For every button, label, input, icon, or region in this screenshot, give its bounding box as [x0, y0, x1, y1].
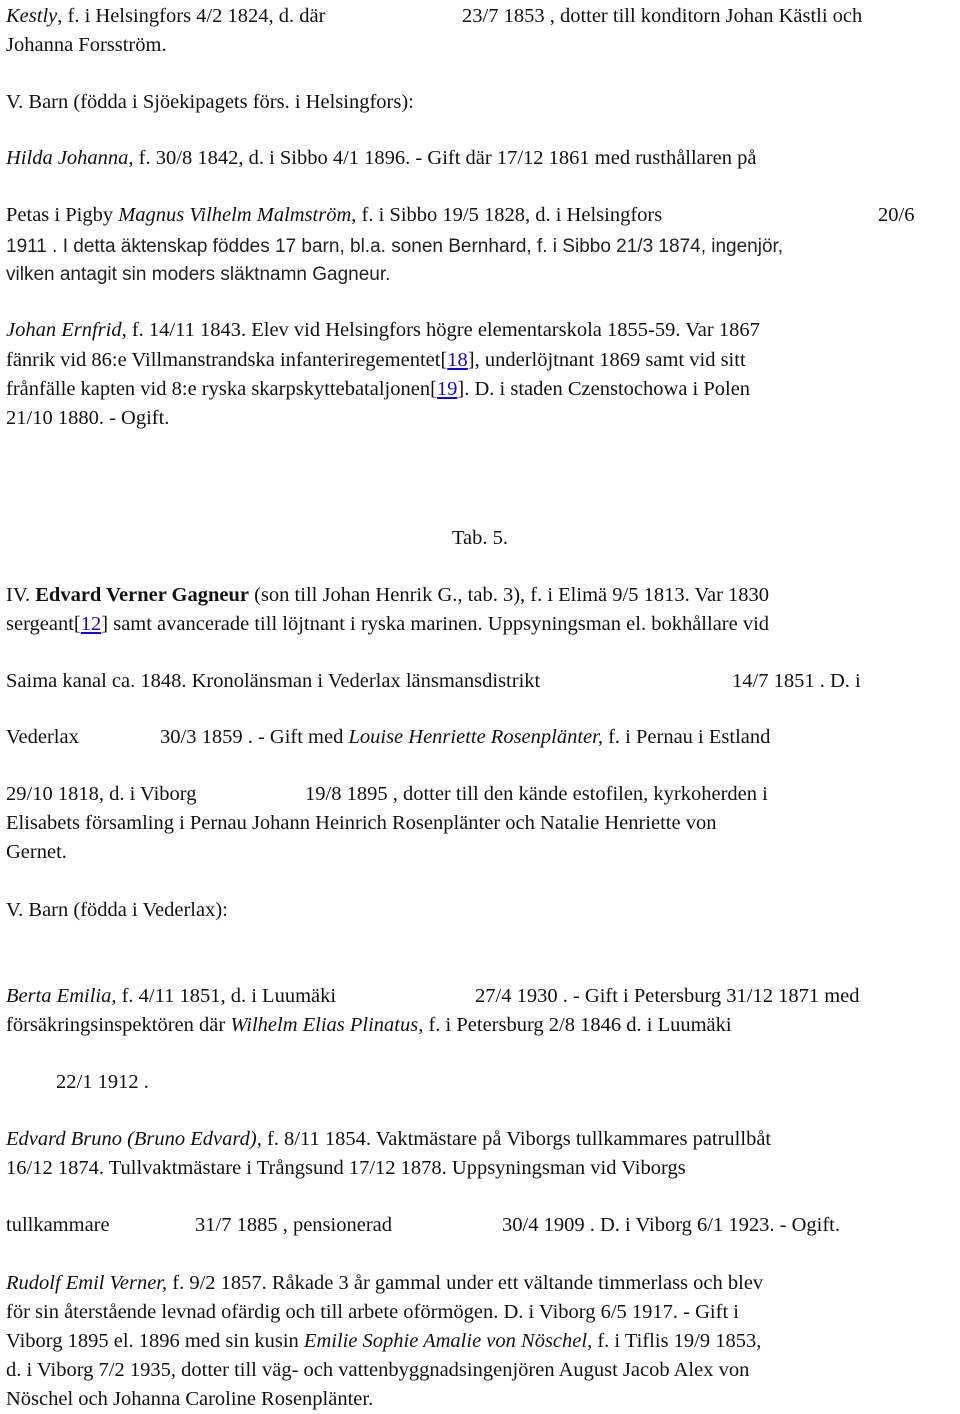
bruno-line-3-right: 30/4 1909 . D. i Viborg 6/1 1923. - Ogift.: [502, 1214, 840, 1236]
person-name-berta: Berta Emilia,: [6, 985, 117, 1007]
bruno-line-3-left: tullkammare: [6, 1214, 110, 1236]
hilda-line-2-right: 20/6: [878, 204, 915, 226]
edvard-line-6: Elisabets församling i Pernau Johann Heinrich Rosenplänter och Natalie Henriette von: [6, 812, 717, 834]
edvard-line-1: IV. Edvard Verner Gagneur (son till Johan Henrik G., tab. 3), f. i Elimä 9/5 1813. Var 1830: [6, 584, 770, 606]
kestly-line-2: Johanna Forsström.: [6, 34, 167, 56]
kestly-line-1: Kestly, f. i Helsingfors 4/2 1824, d. där: [6, 5, 326, 27]
kestly-line-1-right: 23/7 1853 , dotter till konditorn Johan Kästli och: [462, 5, 863, 27]
footnote-link-12[interactable]: 12: [80, 613, 102, 635]
berta-line-1: Berta Emilia, f. 4/11 1851, d. i Luumäki: [6, 985, 337, 1007]
footnote-link-18[interactable]: 18: [447, 349, 468, 371]
edvard-line-4: 30/3 1859 . - Gift med Louise Henriette Rosenplänter, f. i Pernau i Estland: [160, 726, 771, 748]
rudolf-line-3: Viborg 1895 el. 1896 med sin kusin Emilie Sophie Amalie von Nöschel, f. i Tiflis 19/9 1853,: [6, 1330, 762, 1352]
person-name-malmstrom: Magnus Vilhelm Malmström,: [118, 204, 357, 226]
rudolf-line-4: d. i Viborg 7/2 1935, dotter till väg- och vattenbyggnadsingenjören August Jacob Alex von: [6, 1359, 750, 1381]
bruno-line-2: 16/12 1874. Tullvaktmästare i Trångsund 17/12 1878. Uppsyningsman vid Viborgs: [6, 1157, 686, 1179]
hilda-line-4: vilken antagit sin moders släktnamn Gagneur.: [6, 264, 391, 285]
children-heading-1: V. Barn (födda i Sjöekipagets förs. i Helsingfors):: [6, 91, 414, 113]
hilda-line-2: Petas i Pigby Magnus Vilhelm Malmström, f. i Sibbo 19/5 1828, d. i Helsingfors: [6, 204, 663, 226]
hilda-line-1: Hilda Johanna, f. 30/8 1842, d. i Sibbo 4/1 1896. - Gift där 17/12 1861 med rusthållaren på: [6, 147, 757, 169]
berta-line-3: 22/1 1912 .: [56, 1071, 149, 1093]
person-name-hilda: Hilda Johanna,: [6, 147, 134, 169]
edvard-line-7: Gernet.: [6, 841, 67, 863]
person-name-johan: Johan Ernfrid,: [6, 319, 127, 341]
person-name-plinatus: Wilhelm Elias Plinatus,: [230, 1014, 424, 1036]
person-name-edvard: Edvard Verner Gagneur: [35, 584, 249, 606]
rudolf-line-2: för sin återstående levnad ofärdig och till arbete oförmögen. D. i Viborg 6/5 1917. - Gift i: [6, 1301, 739, 1323]
person-name-emilie: Emilie Sophie Amalie von Nöschel,: [303, 1330, 593, 1352]
johan-line-2: fänrik vid 86:e Villmanstrandska infanteriregementet[18], underlöjtnant 1869 samt vid sitt: [6, 349, 746, 371]
person-name-louise: Louise Henriette Rosenplänter,: [348, 726, 603, 748]
edvard-line-3-right: 14/7 1851 . D. i: [732, 670, 861, 692]
johan-line-3: frånfälle kapten vid 8:e ryska skarpskyttebataljonen[19]. D. i staden Czenstochowa i Polen: [6, 378, 751, 400]
rudolf-line-1: Rudolf Emil Verner, f. 9/2 1857. Råkade 3 år gammal under ett vältande timmerlass och blev: [6, 1272, 764, 1294]
hilda-line-3: 1911 . I detta äktenskap föddes 17 barn, bl.a. sonen Bernhard, f. i Sibbo 21/3 1874, ingenjör,: [6, 236, 784, 257]
footnote-link-19[interactable]: 19: [436, 378, 458, 400]
person-name-rudolf: Rudolf Emil Verner,: [6, 1272, 168, 1294]
edvard-line-3: Saima kanal ca. 1848. Kronolänsman i Vederlax länsmansdistrikt: [6, 670, 541, 692]
bruno-line-3-mid: 31/7 1885 , pensionerad: [195, 1214, 392, 1236]
berta-line-2: försäkringsinspektören där Wilhelm Elias Plinatus, f. i Petersburg 2/8 1846 d. i Luumäki: [6, 1014, 732, 1036]
children-heading-2: V. Barn (födda i Vederlax):: [6, 899, 228, 921]
johan-line-1: Johan Ernfrid, f. 14/11 1843. Elev vid Helsingfors högre elementarskola 1855-59. Var 1867: [6, 319, 760, 341]
bruno-line-1: Edvard Bruno (Bruno Edvard), f. 8/11 1854. Vaktmästare på Viborgs tullkammares patrullbåt: [6, 1128, 772, 1150]
edvard-line-2: sergeant[12] samt avancerade till löjtnant i ryska marinen. Uppsyningsman el. bokhållare vid: [6, 613, 770, 635]
johan-line-4: 21/10 1880. - Ogift.: [6, 407, 170, 429]
table-heading: Tab. 5.: [451, 527, 509, 549]
edvard-line-5-right: 19/8 1895 , dotter till den kände estofilen, kyrkoherden i: [305, 783, 768, 805]
berta-line-1-right: 27/4 1930 . - Gift i Petersburg 31/12 1871 med: [475, 985, 860, 1007]
person-name-bruno: Edvard Bruno (Bruno Edvard),: [6, 1128, 262, 1150]
edvard-line-4-left: Vederlax: [6, 726, 79, 748]
rudolf-line-5: Nöschel och Johanna Caroline Rosenplänter.: [6, 1388, 374, 1410]
person-name-kestly: Kestly: [6, 5, 58, 27]
edvard-line-5-left: 29/10 1818, d. i Viborg: [6, 783, 197, 805]
